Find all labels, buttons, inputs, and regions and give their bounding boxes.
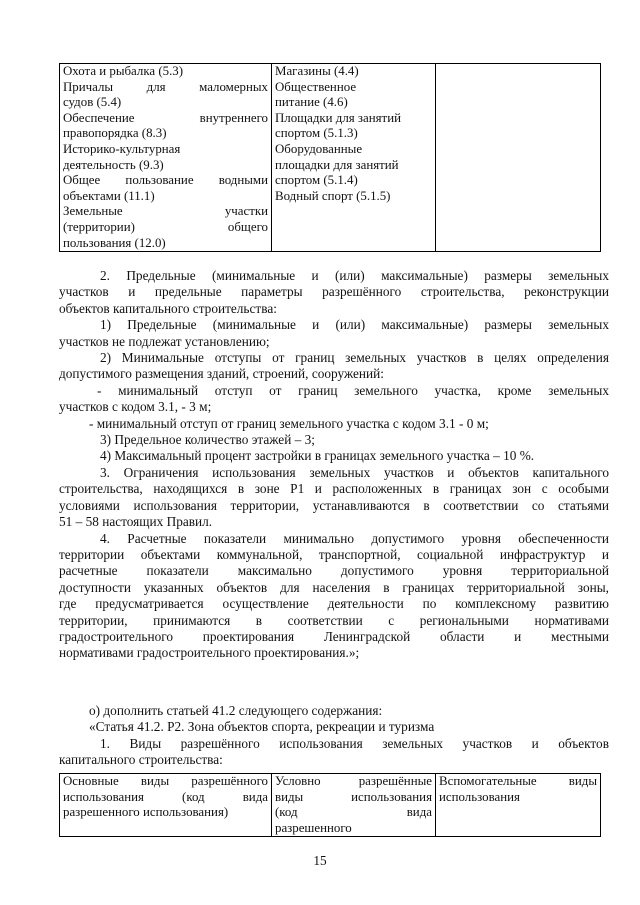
cell-line: правопорядка (8.3) [63,126,167,141]
permitted-uses-table-r2 [59,773,601,837]
cell-line: Оборудованные [275,141,363,156]
text-line: территории, принимаются в соответствии с региональными нормативами [59,612,609,628]
cell-line: Историко-культурная [63,141,181,156]
text-line: территории объектами коммунальной, транспортной, социальной инфраструктур и [59,546,609,562]
conditional-uses-header [272,774,436,837]
cell-line: пользования (12.0) [63,235,166,250]
text-line: 1. Виды разрешённого использования земельных участков и объектов [100,735,609,751]
text-line: 2) Минимальные отступы от границ земельных участков в целях определения [100,350,609,366]
cell-line: площадки для занятий [275,157,399,172]
text-line: 51 – 58 настоящих Правил. [59,514,213,530]
zone-provisions-text [59,268,609,662]
text-line: нормативами градостроительного проектирования.»; [59,645,360,661]
cell-line: Магазины (4.4) [275,64,359,78]
text-line: 4) Максимальный процент застройки в границах земельного участка – 10 %. [100,448,535,464]
text-line: - минимальный отступ от границ земельного участка, кроме земельных [97,382,609,398]
text-line: участков не подлежат установлению; [59,333,270,349]
cell-line: Земельные участки [63,204,268,219]
cell-line: Причалы для маломерных [63,79,268,94]
auxiliary-uses-cell [436,64,601,252]
cell-line: спортом (5.1.3) [275,126,358,141]
cell-line: (код вида [275,805,432,820]
cell-line: виды использования [275,789,432,804]
text-line: где предусматривается осуществление деятельности по комплексному развитию [59,596,609,612]
text-line: - минимальный отступ от границ земельного участка с кодом 3.1 - 0 м; [89,415,489,431]
cell-line: Общественное [275,79,357,94]
main-uses-cell [60,64,272,252]
text-line: участков и предельные параметры разрешённого строительства, реконструкции [59,284,609,300]
auxiliary-uses-header [436,774,601,837]
text-line: доступности указанных объектов для населения в границах территориальной зоны, [59,579,609,595]
cell-line: объектами (11.1) [63,188,155,203]
text-line: условиями использования территории, устанавливаются в соответствии со статьями [59,497,609,513]
cell-line: Охота и рыбалка (5.3) [63,64,184,78]
cell-line: Условно разрешённые [275,774,432,788]
text-line: 3) Предельное количество этажей – 3; [100,432,315,448]
text-line: 3. Ограничения использования земельных участков и объектов капитального [100,464,609,480]
text-line: градостроительного проектирования Ленинградской области и местными [59,628,609,644]
permitted-uses-table-continuation [59,63,601,252]
conditional-uses-cell [272,64,436,252]
cell-line: спортом (5.1.4) [275,173,358,188]
cell-line: деятельность (9.3) [63,157,164,172]
text-line: объектов капитального строительства: [59,300,277,316]
table-header-row [60,774,601,837]
cell-line: Водный спорт (5.1.5) [275,188,391,203]
cell-line: Площадки для занятий [275,110,401,125]
table-row [60,64,601,252]
text-line: участков с кодом 3.1, - 3 м; [59,399,212,415]
cell-line: (территории) общего [63,219,268,234]
cell-line: питание (4.6) [275,95,348,110]
text-line: строительства, находящихся в зоне Р1 и расположенных в границах зон с особыми [59,481,609,497]
cell-line: Основные виды разрешённого [63,774,268,788]
main-uses-header [60,774,272,837]
cell-line: Общее пользование водными [63,173,268,188]
amendment-o-text [59,703,609,769]
text-line: допустимого размещения зданий, строений, сооружений: [59,366,384,382]
text-line: 2. Предельные (минимальные и (или) максимальные) размеры земельных [100,268,609,283]
cell-line: разрешенного использования) [63,805,229,820]
article-heading: «Статья 41.2. Р2. Зона объектов спорта, рекреации и туризма [89,719,435,735]
cell-line: Вспомогательные виды [439,774,597,788]
text-line: капитального строительства: [59,752,223,768]
cell-line: использования [439,789,520,804]
cell-line: использования (код вида [63,789,268,804]
cell-line: Обеспечение внутреннего [63,110,268,125]
text-line: 4. Расчетные показатели минимально допустимого уровня обеспеченности [100,530,609,546]
text-line: 1) Предельные (минимальные и (или) максимальные) размеры земельных [100,317,609,333]
text-line: о) дополнить статьей 41.2 следующего содержания: [89,703,383,718]
text-line: расчетные показатели максимально допустимого уровня территориальной [59,563,609,579]
cell-line: разрешенного [275,820,352,835]
cell-line: судов (5.4) [63,95,122,110]
page-number: 15 [313,853,327,868]
